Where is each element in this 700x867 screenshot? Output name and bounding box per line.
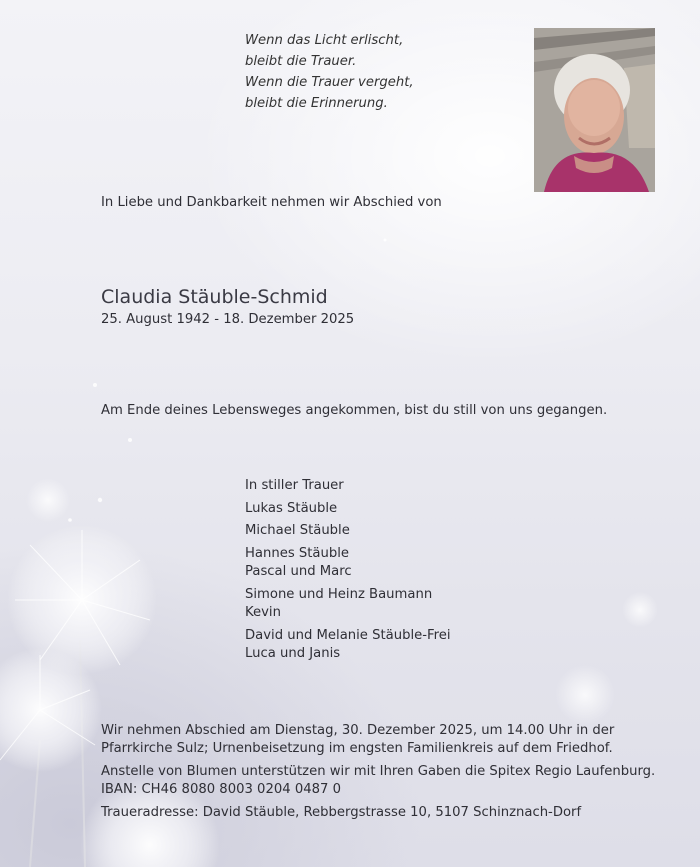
portrait-photo	[534, 28, 655, 192]
life-dates: 25. August 1942 - 18. Dezember 2025	[101, 312, 355, 327]
mourner-group	[245, 522, 451, 541]
deceased-name: Claudia Stäuble-Schmid	[101, 286, 328, 308]
mourner-name: Simone und Heinz Baumann	[245, 586, 433, 602]
mourner-name: Hannes Stäuble	[245, 545, 350, 561]
service-information	[101, 722, 671, 827]
mourner-group	[245, 545, 451, 582]
mourner-group	[245, 500, 451, 519]
mourning-address: Traueradresse: David Stäuble, Rebbergstrasse 10, 5107 Schinznach-Dorf	[101, 805, 582, 820]
intro-text: In Liebe und Dankbarkeit nehmen wir Abschied von	[101, 195, 442, 210]
poem-line: Wenn die Trauer vergeht,	[245, 75, 414, 90]
ceremony-text: Wir nehmen Abschied am Dienstag, 30. Dezember 2025, um 14.00 Uhr in der Pfarrkirche Sulz; Urnenbeisetzung im engsten Familienkreis auf dem Friedhof.	[101, 723, 615, 756]
mourner-group	[245, 586, 451, 623]
donation-text: Anstelle von Blumen unterstützen wir mit Ihren Gaben die Spitex Regio Laufenburg. IBAN: CH46 8080 8003 0204 0487 0	[101, 764, 656, 797]
poem-line: Wenn das Licht erlischt,	[245, 33, 404, 48]
mourner-name: Luca und Janis	[245, 646, 341, 661]
mourner-name: David und Melanie Stäuble-Frei	[245, 627, 451, 643]
poem-line: bleibt die Erinnerung.	[245, 96, 388, 111]
mourner-name: Michael Stäuble	[245, 523, 350, 538]
mourner-name: Lukas Stäuble	[245, 500, 338, 516]
poem-line: bleibt die Trauer.	[245, 54, 357, 69]
mourners-list	[245, 477, 451, 668]
mourner-group	[245, 627, 451, 664]
mourner-name: Pascal und Marc	[245, 564, 352, 579]
poem	[245, 30, 414, 114]
farewell-verse: Am Ende deines Lebensweges angekommen, bist du still von uns gegangen.	[101, 403, 608, 418]
mourner-name: Kevin	[245, 605, 281, 620]
mourners-heading: In stiller Trauer	[245, 478, 344, 493]
